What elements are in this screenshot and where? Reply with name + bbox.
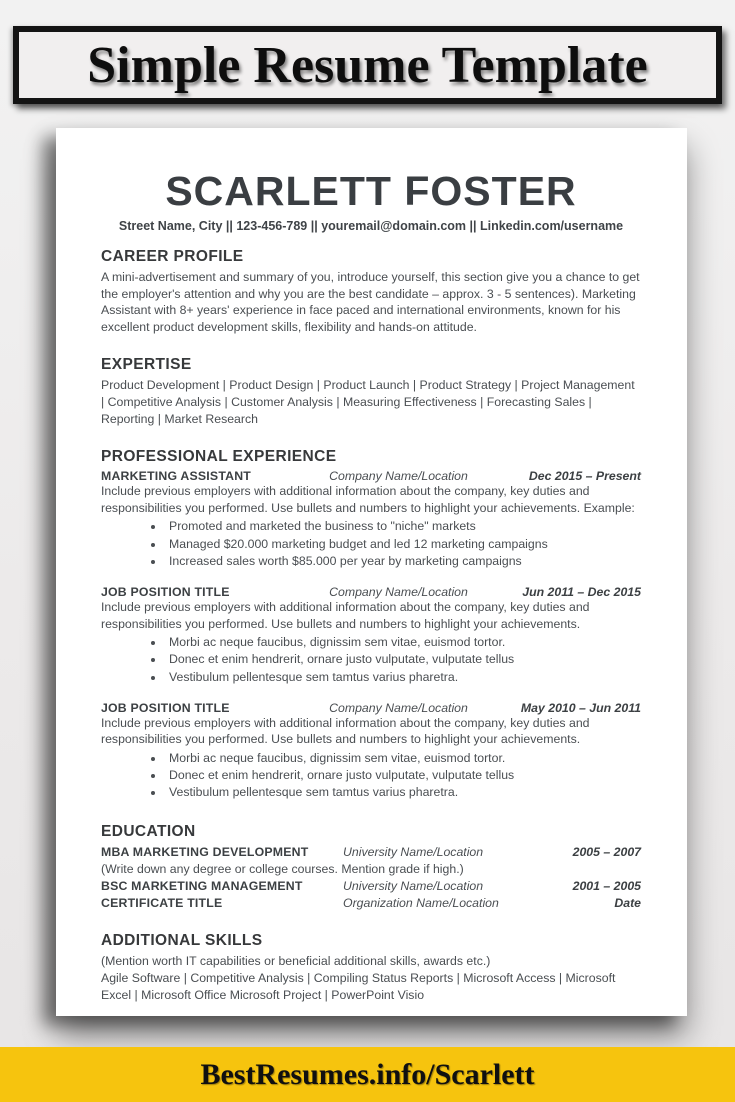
- section-career-profile: [101, 248, 641, 335]
- job-description: Include previous employers with additional information about the company, key duties and responsibilities you performed. Use bullets and numbers to highlight your achievements.: [101, 715, 590, 747]
- section-expertise: [101, 356, 641, 427]
- job-bullets: [101, 518, 641, 570]
- education-dates: 2005 – 2007: [572, 844, 641, 859]
- additional-skills-note: (Mention worth IT capabilities or beneficial additional skills, awards etc.): [101, 954, 491, 969]
- education-heading: EDUCATION: [101, 822, 196, 840]
- job-bullet: • Morbi ac neque faucibus, dignissim sem vitae, euismod tortor.: [165, 634, 641, 651]
- job-bullet: • Donec et enim hendrerit, ornare justo vulputate, vulputate tellus: [165, 651, 641, 668]
- job-header-row: [101, 469, 641, 483]
- banner-title: Simple Resume Template: [87, 36, 648, 94]
- job-bullets: [101, 750, 641, 802]
- job-header-row: [101, 701, 641, 715]
- top-banner: [13, 26, 722, 104]
- education-org: University Name/Location: [343, 878, 484, 893]
- job-company: Company Name/Location: [329, 700, 468, 715]
- education-org: University Name/Location: [343, 844, 484, 859]
- job-dates: Jun 2011 – Dec 2015: [522, 585, 641, 599]
- job-bullet: • Vestibulum pellentesque sem tamtus varius pharetra.: [165, 669, 641, 686]
- education-org: Organization Name/Location: [343, 895, 499, 910]
- resume-page: [56, 128, 687, 1016]
- job-bullet: • Donec et enim hendrerit, ornare justo vulputate, vulputate tellus: [165, 767, 641, 784]
- career-profile-heading: CAREER PROFILE: [101, 248, 244, 266]
- expertise-body: Product Development | Product Design | Product Launch | Product Strategy | Project Management | Competitive Analysis | Customer Analysis | Measuring Effectiveness | Forecasting Sales | Reporting | Market Research: [101, 378, 635, 426]
- footer-url: BestResumes.info/Scarlett: [200, 1057, 535, 1091]
- section-experience: [101, 448, 641, 801]
- job-bullet: • Morbi ac neque faucibus, dignissim sem vitae, euismod tortor.: [165, 750, 641, 767]
- job-bullet: • Increased sales worth $85.000 per year by marketing campaigns: [165, 553, 641, 570]
- job-entry: [101, 469, 641, 570]
- section-education: [101, 823, 641, 912]
- education-note: (Write down any degree or college courses. Mention grade if high.): [101, 861, 464, 876]
- job-description: Include previous employers with additional information about the company, key duties and responsibilities you performed. Use bullets and numbers to highlight your achievements. Example:: [101, 484, 635, 515]
- expertise-heading: EXPERTISE: [101, 356, 192, 374]
- education-row: [101, 895, 641, 912]
- education-row: [101, 844, 641, 861]
- job-title: JOB POSITION TITLE: [101, 700, 230, 715]
- section-additional-skills: [101, 932, 641, 1003]
- job-dates: Dec 2015 – Present: [528, 469, 641, 484]
- job-header-row: [101, 585, 641, 599]
- job-description: Include previous employers with additional information about the company, key duties and responsibilities you performed. Use bullets and numbers to highlight your achievements.: [101, 600, 590, 631]
- education-dates: 2001 – 2005: [572, 878, 641, 893]
- education-title: CERTIFICATE TITLE: [101, 895, 223, 910]
- contact-line: Street Name, City || 123-456-789 || youremail@domain.com || Linkedin.com/username: [118, 219, 624, 234]
- job-bullet: • Vestibulum pellentesque sem tamtus varius pharetra.: [165, 784, 641, 801]
- resume-name: SCARLETT FOSTER: [165, 168, 577, 214]
- job-entry: [101, 585, 641, 686]
- job-bullet: • Promoted and marketed the business to "niche" markets: [165, 518, 641, 535]
- job-bullets: [101, 634, 641, 686]
- job-bullet: • Managed $20.000 marketing budget and led 12 marketing campaigns: [165, 536, 641, 553]
- career-profile-body: A mini-advertisement and summary of you, introduce yourself, this section give you a chance to get the employer's attention and why you are the best candidate – approx. 3 - 5 sentences). Marketing Assistant with 8+ years' experience in face paced and international environments, known for his excellent product development skills, flexibility and hands-on attitude.: [101, 270, 640, 334]
- job-company: Company Name/Location: [329, 585, 468, 599]
- education-title: BSC MARKETING MANAGEMENT: [101, 878, 303, 893]
- job-company: Company Name/Location: [329, 469, 468, 484]
- additional-skills-body: Agile Software | Competitive Analysis | Compiling Status Reports | Microsoft Access | Microsoft Excel | Microsoft Office Microsoft Project | PowerPoint Visio: [101, 971, 616, 1002]
- education-dates: Date: [614, 895, 641, 910]
- footer-banner: [0, 1047, 735, 1102]
- job-entry: [101, 701, 641, 802]
- education-title: MBA MARKETING DEVELOPMENT: [101, 844, 309, 859]
- job-title: JOB POSITION TITLE: [101, 585, 230, 599]
- experience-heading: PROFESSIONAL EXPERIENCE: [101, 448, 337, 466]
- job-dates: May 2010 – Jun 2011: [520, 700, 641, 715]
- additional-skills-heading: ADDITIONAL SKILLS: [101, 932, 263, 950]
- job-title: MARKETING ASSISTANT: [101, 469, 251, 484]
- education-row: [101, 878, 641, 895]
